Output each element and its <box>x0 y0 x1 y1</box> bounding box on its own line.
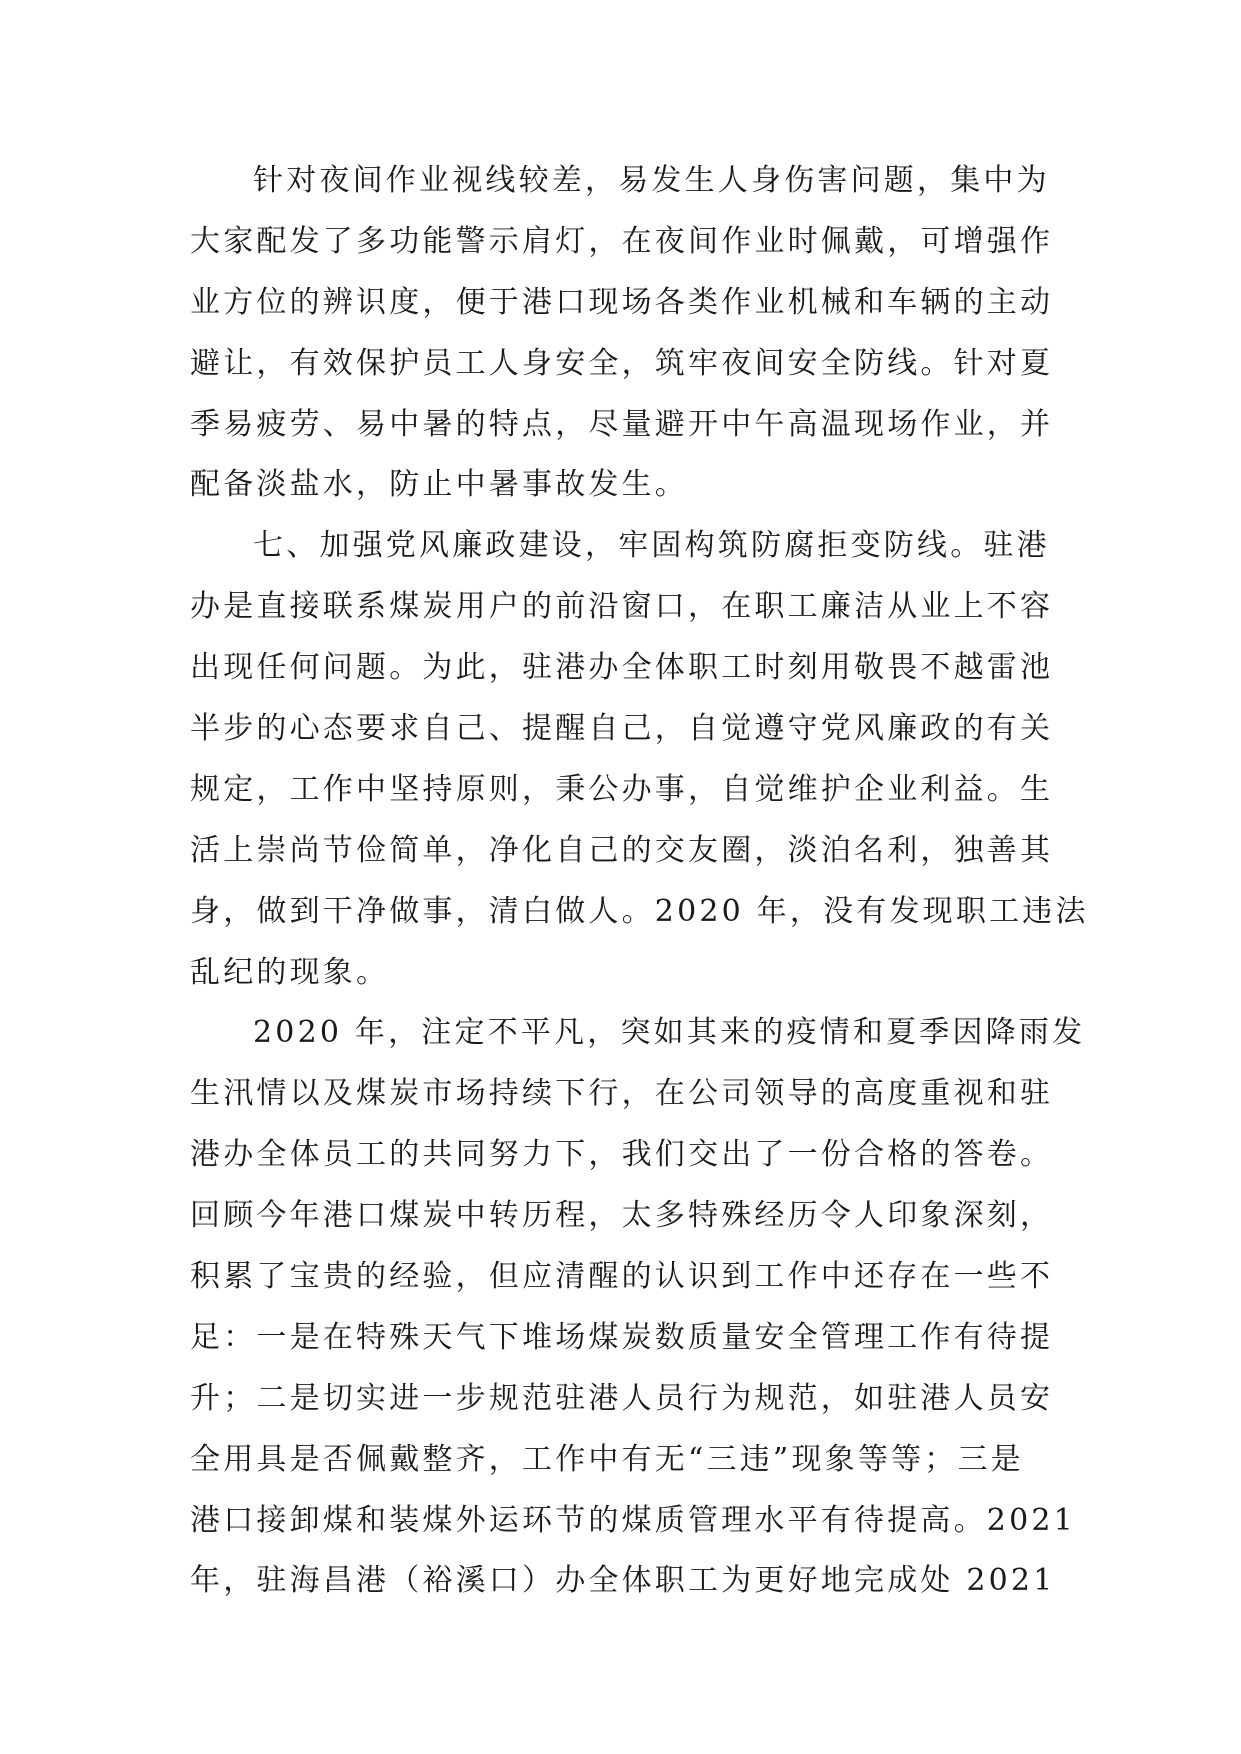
paragraph-line: 半步的心态要求自己、提醒自己，自觉遵守党风廉政的有关 <box>190 711 1054 747</box>
paragraph-line: 生汛情以及煤炭市场持续下行，在公司领导的高度重视和驻 <box>190 1076 1054 1112</box>
paragraph-line: 港办全体员工的共同努力下，我们交出了一份合格的答卷。 <box>190 1137 1054 1173</box>
paragraph-line: 办是直接联系煤炭用户的前沿窗口，在职工廉洁从业上不容 <box>190 589 1054 625</box>
paragraph-line: 业方位的辨识度，便于港口现场各类作业机械和车辆的主动 <box>190 284 1054 320</box>
paragraph-line: 乱纪的现象。 <box>190 954 390 990</box>
paragraph-line: 升；二是切实进一步规范驻港人员行为规范，如驻港人员安 <box>190 1380 1054 1416</box>
paragraph-line: 针对夜间作业视线较差，易发生人身伤害问题，集中为 <box>253 163 1050 198</box>
paragraph-line: 七、加强党风廉政建设，牢固构筑防腐拒变防线。驻港 <box>253 528 1050 564</box>
paragraph-line: 积累了宝贵的经验，但应清醒的认识到工作中还存在一些不 <box>190 1259 1054 1295</box>
paragraph-line: 避让，有效保护员工人身安全，筑牢夜间安全防线。针对夏 <box>190 345 1054 381</box>
paragraph-line: 足：一是在特殊天气下堆场煤炭数质量安全管理工作有待提 <box>190 1319 1054 1355</box>
paragraph-line: 活上崇尚节俭简单，净化自己的交友圈，淡泊名利，独善其 <box>190 832 1054 868</box>
paragraph-line: 规定，工作中坚持原则，秉公办事，自觉维护企业利益。生 <box>190 771 1054 807</box>
paragraph-line: 大家配发了多功能警示肩灯，在夜间作业时佩戴，可增强作 <box>190 223 1054 259</box>
document-body <box>190 160 1089 1621</box>
paragraph-line: 出现任何问题。为此，驻港办全体职工时刻用敬畏不越雷池 <box>190 650 1054 686</box>
paragraph-line: 身，做到干净做事，清白做人。2020 年，没有发现职工违法 <box>190 893 1089 929</box>
paragraph-line: 港口接卸煤和装煤外运环节的煤质管理水平有待提高。2021 <box>190 1502 1076 1538</box>
paragraph-line: 回顾今年港口煤炭中转历程，太多特殊经历令人印象深刻， <box>190 1198 1054 1234</box>
paragraph-line: 全用具是否佩戴整齐，工作中有无“三违”现象等等；三是 <box>190 1441 1024 1477</box>
paragraph-line: 季易疲劳、易中暑的特点，尽量避开中午高温现场作业，并 <box>190 406 1054 442</box>
paragraph-line: 2020 年，注定不平凡，突如其来的疫情和夏季因降雨发 <box>253 1015 1086 1051</box>
paragraph-line: 配备淡盐水，防止中暑事故发生。 <box>190 467 688 503</box>
paragraph-line: 年，驻海昌港（裕溪口）办全体职工为更好地完成处 2021 <box>190 1563 1056 1599</box>
